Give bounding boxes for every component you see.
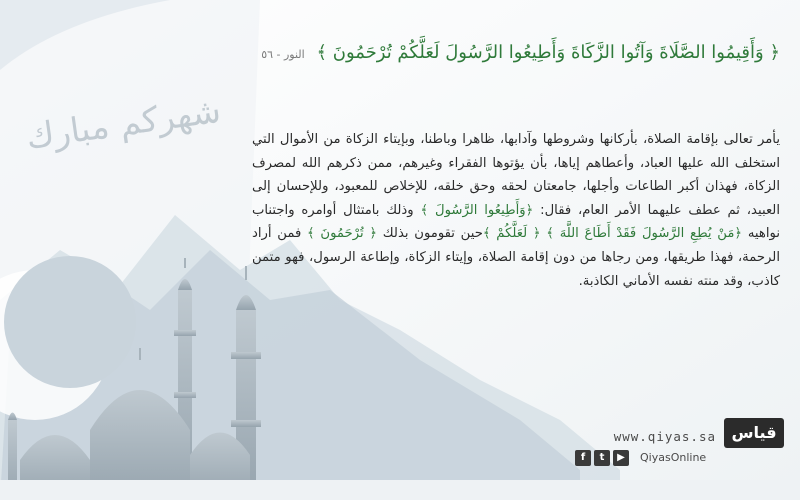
tafsir-segment: حين تقومون بذلك (377, 226, 483, 242)
website-url[interactable]: www.qiyas.sa (613, 429, 716, 444)
ramadan-calligraphy: شهركم مبارك (23, 90, 224, 158)
qiyas-logo: قياس (724, 418, 784, 448)
verse-text: ﴿ وَأَقِيمُوا الصَّلَاةَ وَآتُوا الزَّكَاةَ وَأَطِيعُوا الرَّسُولَ لَعَلَّكُمْ تُرْحَمُونَ ﴾ (316, 42, 780, 63)
twitter-icon[interactable]: t (594, 450, 610, 466)
facebook-icon[interactable]: f (575, 450, 591, 466)
youtube-icon[interactable]: ▶ (613, 450, 629, 466)
tafsir-segment: وذلك بامتثال أوامره واجتناب نواهيه (252, 202, 780, 242)
tafsir-segment: يأمر تعالى بإقامة الصلاة، بأركانها وشروطها وآدابها، ظاهرا وباطنا، وبإيتاء الزكاة من الأموال التي استخلف الله عليها العباد، وأعطاهم إياها، بأن يؤتوها الفقراء وغيرهم، ممن ذكرهم الله لمصرف الزكاة، فهذان أكبر الطاعات وأجلها، جامعتان لحقه وحق خلقه، للإخلاص للمعبود، وللإحسان إلى العبيد، ثم عطف عليهما الأمر العام، فقال: (252, 132, 780, 218)
verse-header (255, 30, 780, 78)
social-icons (575, 450, 629, 466)
quran-quote: ﴿ لَعَلَّكُمْ ﴾ (482, 226, 541, 242)
quran-quote: ﴿وَأَطِيعُوا الرَّسُولَ ﴾ (420, 202, 534, 218)
quran-quote: ﴿مَنْ يُطِعِ الرَّسُولَ فَقَدْ أَطَاعَ اللَّهَ ﴾ (546, 226, 743, 242)
tafsir-text (252, 128, 780, 293)
tafsir-paragraph (252, 128, 780, 293)
quran-quote: ﴿ تُرْحَمُونَ ﴾ (306, 226, 378, 242)
tafsir-segment: فمن أراد الرحمة، فهذا طريقها، ومن رجاها من دون إقامة الصلاة، وإيتاء الزكاة، وإطاعة الرسول، فهو متمن كاذب، وقد منته نفسه الأماني الكاذبة. (252, 226, 780, 289)
verse-reference: النور - ٥٦ (261, 48, 305, 61)
social-handle[interactable]: QiyasOnline (640, 451, 707, 464)
